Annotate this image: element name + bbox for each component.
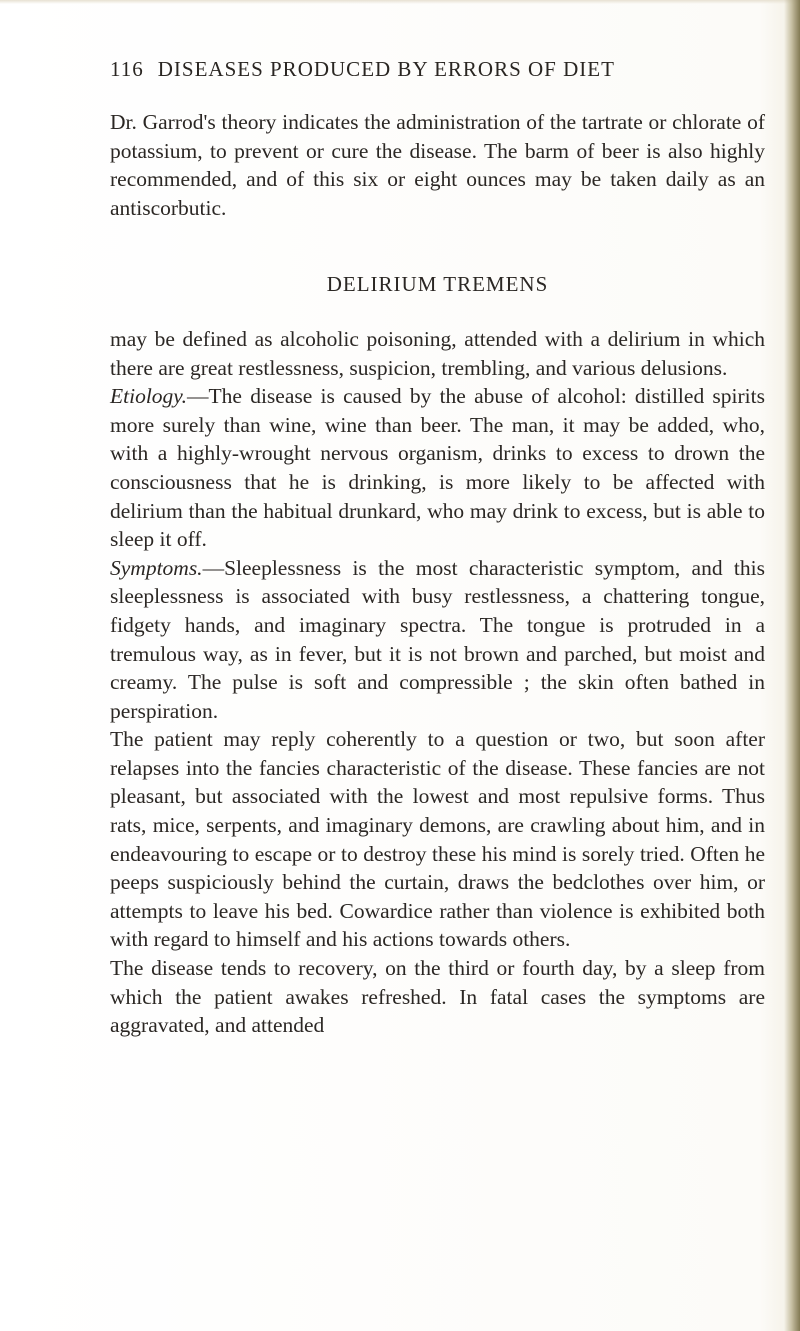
symptoms-text: —Sleeplessness is the most characteristic symptom, and this sleeplessness is associated with busy restlessness, a chattering tongue, fidgety hands, and imaginary spectra. The tongue is protruded in a tremulous way, as in fever, but it is not brown and parched, but moist and creamy. The pulse is soft and compressible ; the skin often bathed in perspiration.: [110, 555, 765, 723]
paragraph-symptoms: [110, 554, 765, 726]
paragraph-patient: The patient may reply coherently to a question or two, but soon after relapses into the fancies characteristic of the disease. These fancies are not pleasant, but associated with the lowest and most repulsive forms. Thus rats, mice, serpents, and imaginary demons, are crawling about him, and in endeavouring to escape or to destroy these his mind is sorely tried. Often he peeps suspiciously behind the curtain, draws the bedclothes over him, or attempts to leave his bed. Cowardice rather than violence is exhibited both with regard to himself and his actions towards others.: [110, 727, 765, 952]
page-top-shadow: [0, 0, 800, 4]
paragraph-definition: may be defined as alcoholic poisoning, attended with a delirium in which there are great restlessness, suspicion, trembling, and various delusions.: [110, 326, 765, 380]
paragraph-garrod: Dr. Garrod's theory indicates the administration of the tartrate or chlorate of potassium, to prevent or cure the disease. The barm of beer is also highly recommended, and of this six or eight ounces may be taken daily as an antiscorbutic.: [110, 110, 765, 220]
page-number: 116: [110, 57, 144, 81]
section-heading: DELIRIUM TREMENS: [326, 272, 549, 297]
running-title: DISEASES PRODUCED BY ERRORS OF DIET: [157, 57, 615, 81]
page-edge-shadow: [784, 0, 800, 1331]
etiology-label: Etiology.: [110, 384, 188, 409]
etiology-text: —The disease is caused by the abuse of alcohol: distilled spirits more surely than wine, wine than beer. The man, it may be added, who, with a highly-wrought nervous organism, drinks to excess to drown the consciousness that he is drinking, is more likely to be affected with delirium than the habitual drunkard, who may drink to excess, but is able to sleep it off.: [110, 384, 765, 552]
page-body: [110, 108, 765, 1040]
paragraph-etiology: [110, 382, 765, 554]
running-header: [110, 57, 615, 82]
paragraph-recovery: The disease tends to recovery, on the third or fourth day, by a sleep from which the patient awakes refreshed. In fatal cases the symptoms are aggravated, and attended: [110, 956, 765, 1038]
symptoms-label: Symptoms.: [110, 555, 203, 580]
